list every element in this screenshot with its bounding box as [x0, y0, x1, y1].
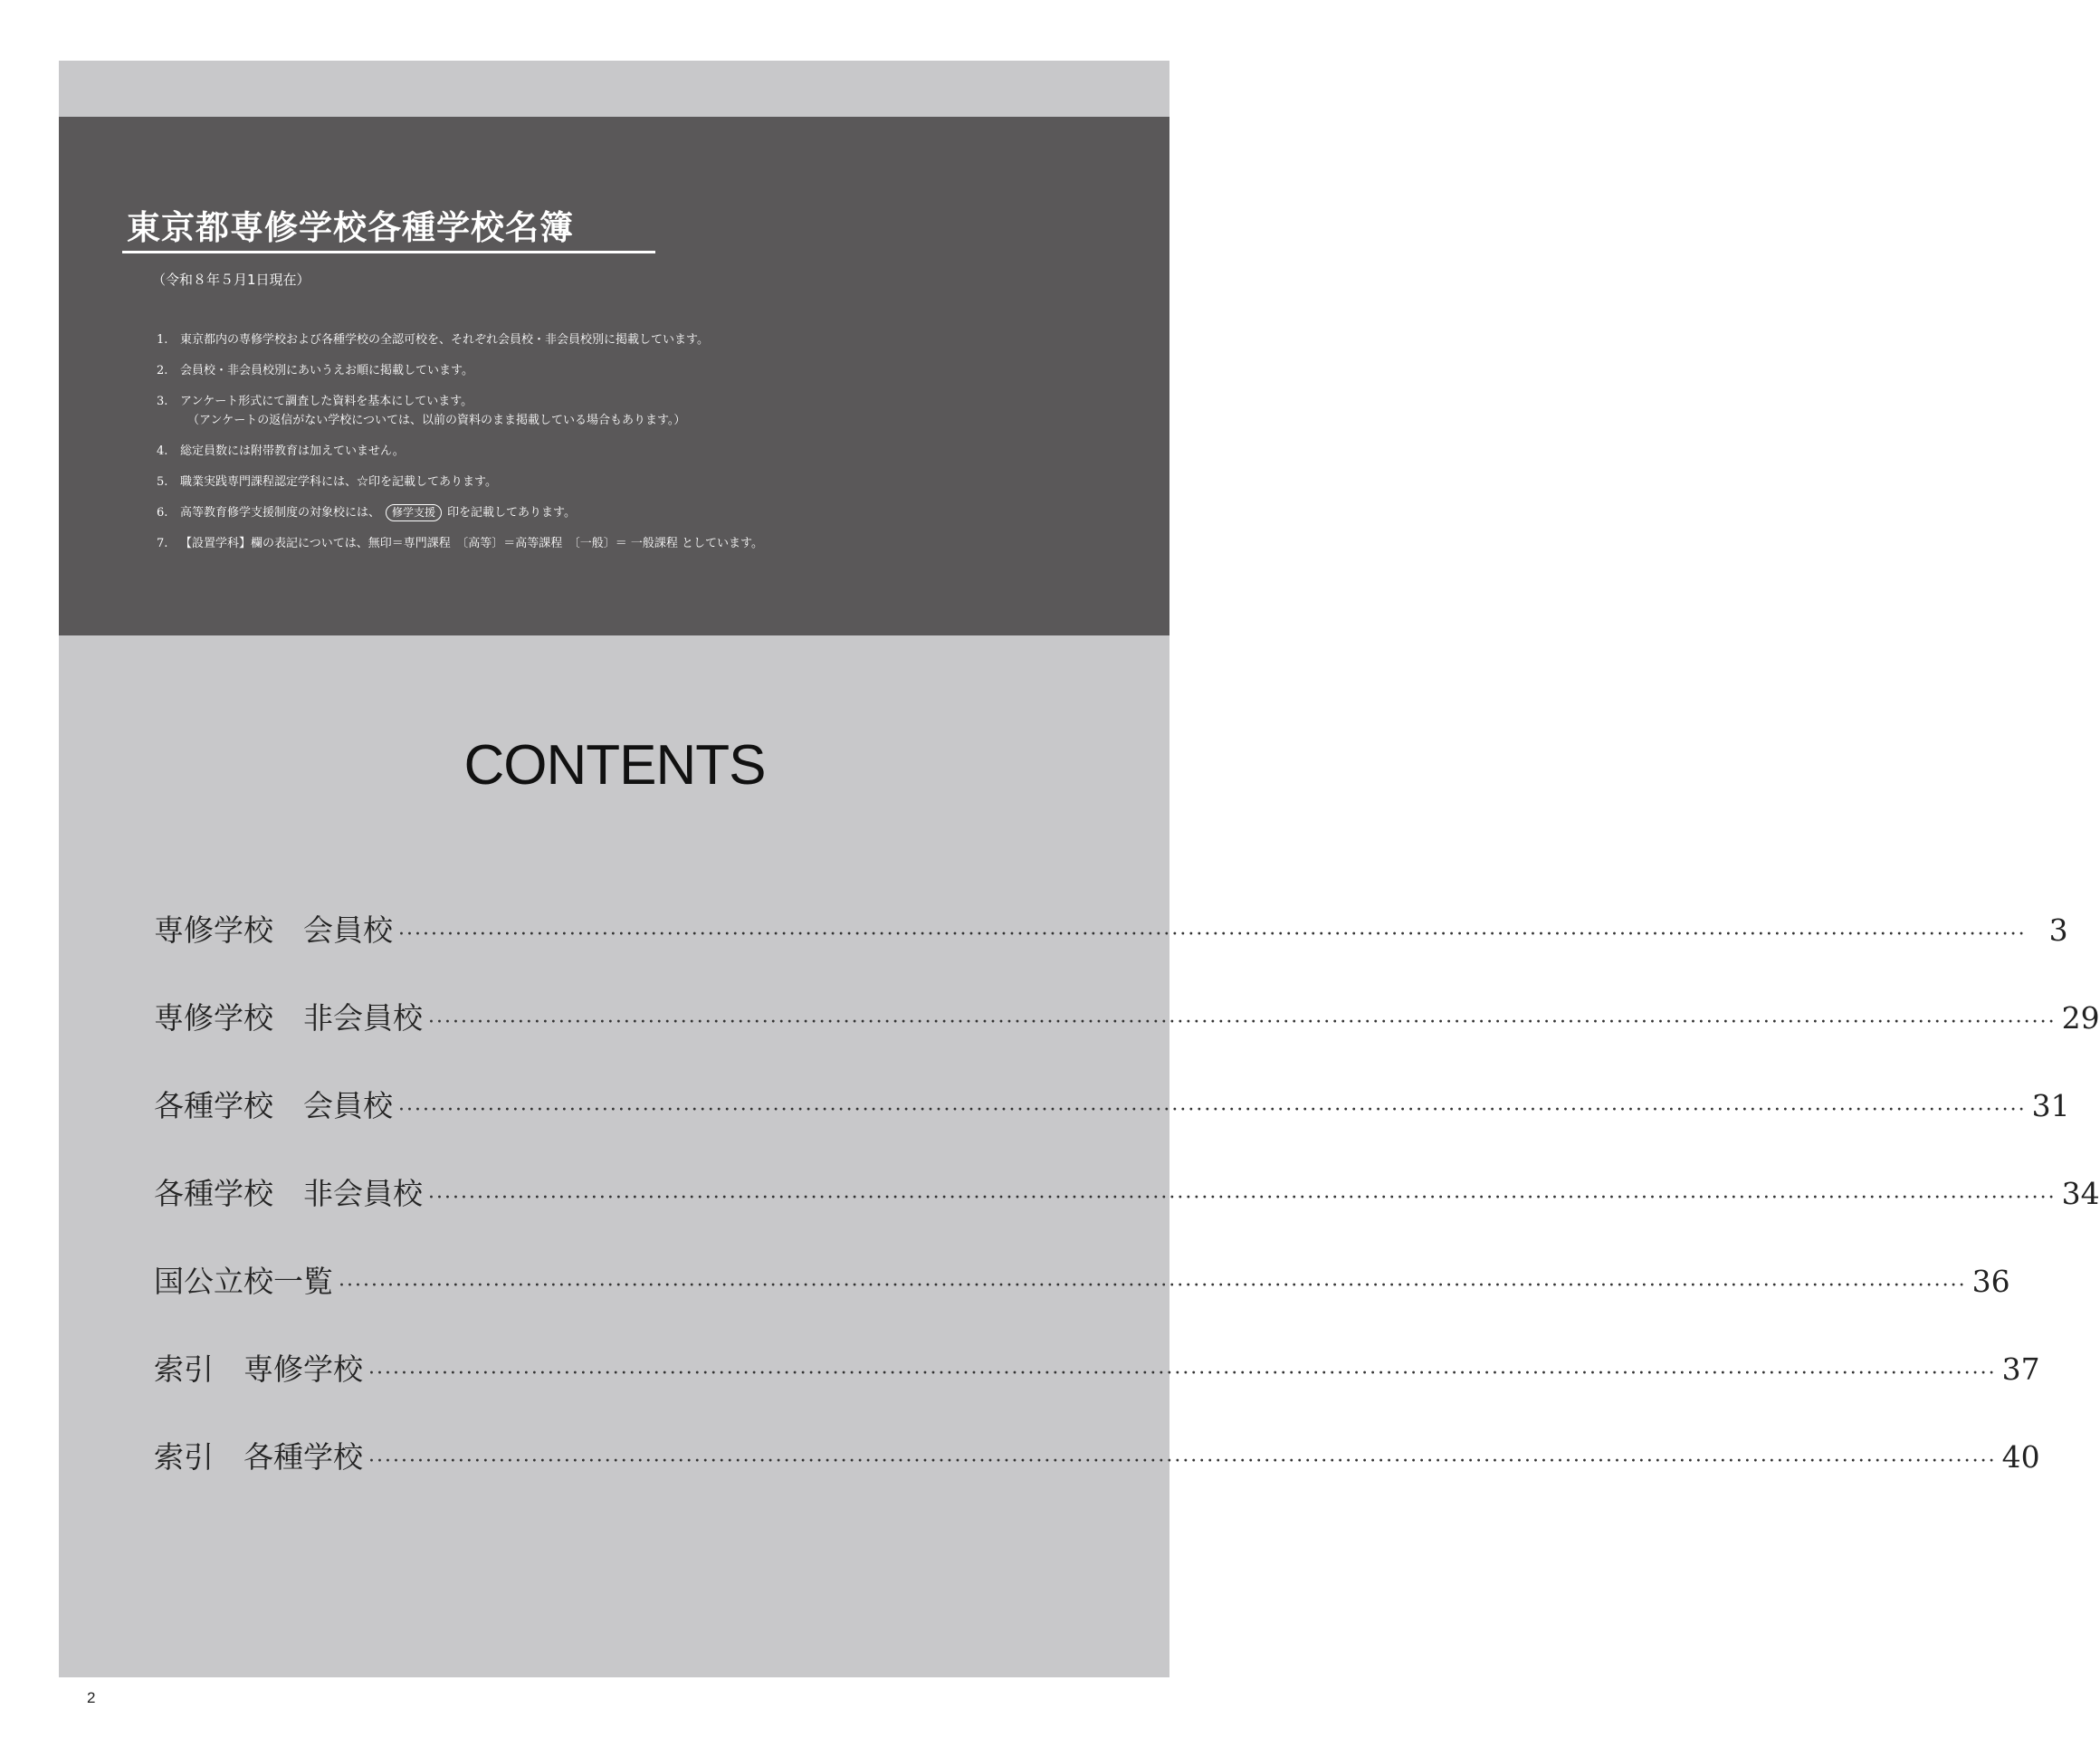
toc-entry[interactable]	[154, 995, 2100, 1083]
note-text: 【設置学科】欄の表記については、無印＝専門課程 〔高等〕＝高等課程 〔一般〕＝ 一般課程 としています。	[180, 537, 763, 550]
toc-label: 索引 各種学校	[154, 1439, 363, 1475]
title-underline	[122, 251, 655, 253]
toc-label: 国公立校一覧	[154, 1264, 333, 1299]
toc-label: 専修学校 非会員校	[154, 1000, 423, 1036]
dot-leader: ········································································································································································································	[428, 1187, 2057, 1209]
toc-label: 専修学校 会員校	[154, 912, 393, 948]
notes-list	[157, 330, 1134, 565]
note-text-group	[180, 503, 576, 522]
dot-leader: ········································································································································································································	[368, 1450, 1997, 1473]
note-number: 7.	[157, 537, 168, 550]
table-of-contents	[154, 907, 2100, 1522]
note-item	[157, 361, 1134, 380]
note-text: 印を記載してあります。	[447, 506, 576, 520]
note-item	[157, 534, 1134, 553]
note-number: 6.	[157, 506, 168, 520]
note-item	[157, 392, 1134, 430]
note-number: 4.	[157, 444, 168, 458]
note-number: 2.	[157, 364, 168, 377]
note-text: 高等教育修学支援制度の対象校には、	[180, 506, 381, 520]
note-text-group	[180, 392, 685, 430]
toc-page-number: 31	[2031, 1088, 2070, 1123]
toc-entry[interactable]	[154, 1434, 2040, 1522]
note-text: 職業実践専門課程認定学科には、☆印を記載してあります。	[180, 475, 497, 489]
dot-leader: ········································································································································································································	[398, 1099, 2027, 1122]
note-item	[157, 473, 1134, 492]
toc-page-number: 36	[1971, 1264, 2010, 1299]
page-number: 2	[87, 1689, 96, 1706]
support-badge: 修学支援	[386, 504, 442, 521]
toc-page-number: 3	[2048, 912, 2068, 948]
note-text: 会員校・非会員校別にあいうえお順に掲載しています。	[180, 364, 473, 377]
note-number: 1.	[157, 333, 168, 347]
as-of-date: （令和８年５月1日現在）	[152, 272, 310, 288]
note-number: 5.	[157, 475, 168, 489]
toc-entry[interactable]	[154, 907, 2068, 995]
note-item	[157, 503, 1134, 522]
note-text: 総定員数には附帯教育は加えていません。	[180, 444, 405, 458]
toc-entry[interactable]	[154, 1170, 2100, 1258]
toc-page-number: 37	[2001, 1351, 2040, 1387]
header-band	[59, 117, 1169, 635]
note-text: アンケート形式にて調査した資料を基本にしています。	[180, 395, 473, 408]
toc-label: 索引 専修学校	[154, 1351, 363, 1387]
contents-heading: CONTENTS	[463, 734, 766, 797]
toc-page-number: 34	[2061, 1176, 2100, 1211]
toc-page-number: 40	[2001, 1439, 2040, 1475]
dot-leader: ········································································································································································································	[339, 1275, 1967, 1297]
note-subtext: （アンケートの返信がない学校については、以前の資料のまま掲載している場合もあります。）	[187, 414, 686, 427]
note-item	[157, 330, 1134, 349]
dot-leader: ········································································································································································································	[428, 1011, 2057, 1034]
toc-label: 各種学校 会員校	[154, 1088, 393, 1123]
dot-leader: ········································································································································································································	[398, 923, 2027, 946]
note-text: 東京都内の専修学校および各種学校の全認可校を、それぞれ会員校・非会員校別に掲載しています。	[180, 333, 709, 347]
toc-label: 各種学校 非会員校	[154, 1176, 423, 1211]
toc-entry[interactable]	[154, 1346, 2040, 1434]
toc-entry[interactable]	[154, 1083, 2070, 1170]
document-title: 東京都専修学校各種学校名簿	[127, 208, 574, 247]
toc-page-number: 29	[2061, 1000, 2100, 1036]
dot-leader: ········································································································································································································	[368, 1362, 1997, 1385]
note-item	[157, 442, 1134, 461]
note-number: 3.	[157, 395, 168, 408]
toc-entry[interactable]	[154, 1258, 2010, 1346]
